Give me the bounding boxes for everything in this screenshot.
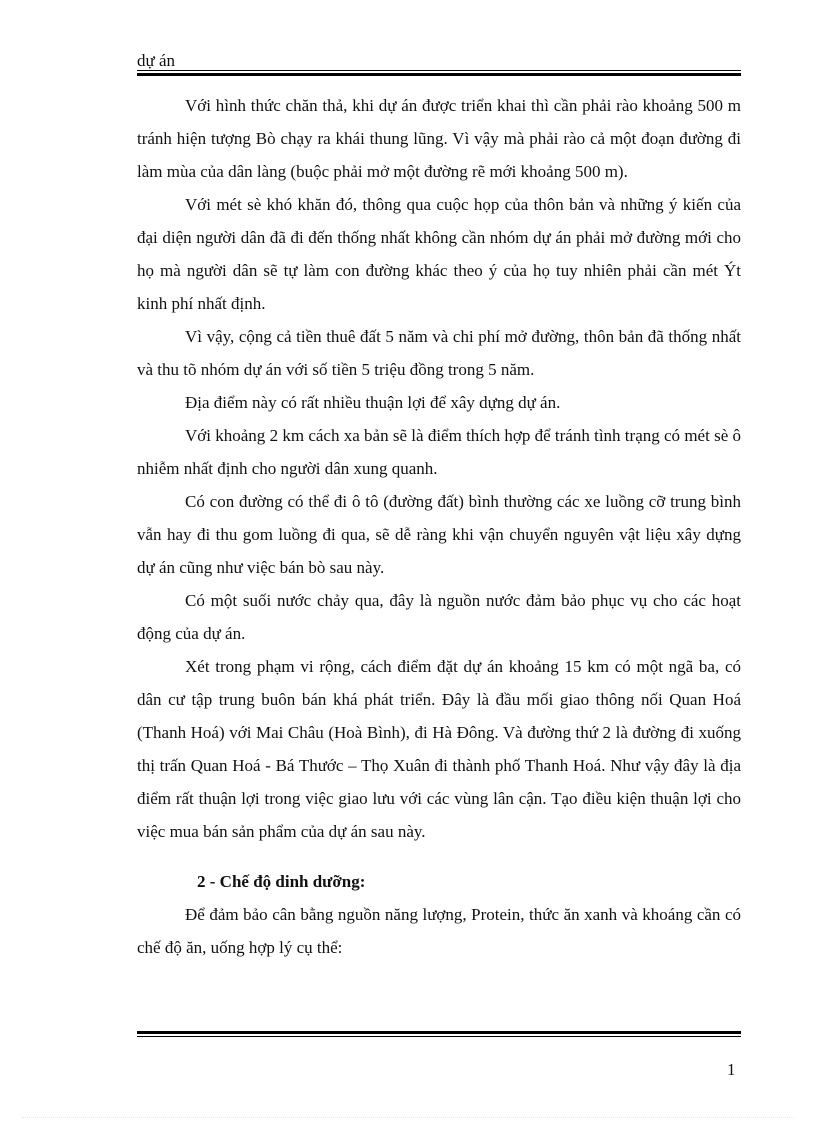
paragraph: Địa điểm này có rất nhiều thuận lợi để xây dựng dự án. (185, 393, 561, 412)
paragraph: Với khoảng 2 km cách xa bản sẽ là điểm thích hợp để tránh tình trạng có mét sè ô nhiễm nhất định cho người dân xung quanh. (137, 426, 741, 478)
paragraph: Có con đường có thể đi ô tô (đường đất) bình thường các xe luồng cỡ trung bình vẫn hay đi thu gom luồng đi qua, sẽ dễ ràng khi vận chuyển nguyên vật liệu xây dựng dự án cũng như việc bán bò sau này. (137, 492, 741, 577)
paragraph: Có một suối nước chảy qua, đây là nguồn nước đảm bảo phục vụ cho các hoạt động của dự án. (137, 591, 741, 643)
paragraph: Để đảm bảo cân bằng nguồn năng lượng, Protein, thức ăn xanh và khoáng cần có chế độ ăn, uống hợp lý cụ thể: (137, 905, 741, 957)
document-body (137, 89, 741, 964)
section-heading: 2 - Chế độ dinh dưỡng: (197, 872, 366, 891)
page-bottom-border (22, 1117, 794, 1118)
page-header-title: dự án (137, 51, 176, 70)
footer-rule (137, 1031, 741, 1037)
header-rule (137, 70, 741, 76)
paragraph: Vì vậy, cộng cả tiền thuê đất 5 năm và chi phí mở đường, thôn bản đã thống nhất và thu tõ nhóm dự án với số tiền 5 triệu đồng trong 5 năm. (137, 327, 741, 379)
page-number: 1 (727, 1060, 736, 1079)
paragraph: Với hình thức chăn thả, khi dự án được triển khai thì cần phải rào khoảng 500 m tránh hiện tượng Bò chạy ra khái thung lũng. Vì vậy mà phải rào cả một đoạn đường đi làm mùa của dân làng (buộc phải mở một đường rẽ mới khoảng 500 m). (137, 96, 741, 181)
paragraph: Xét trong phạm vi rộng, cách điểm đặt dự án khoảng 15 km có một ngã ba, có dân cư tập trung buôn bán khá phát triển. Đây là đầu mối giao thông nối Quan Hoá (Thanh Hoá) với Mai Châu (Hoà Bình), đi Hà Đông. Và đường thứ 2 là đường đi xuống thị trấn Quan Hoá - Bá Thước – Thọ Xuân đi thành phố Thanh Hoá. Như vậy đây là địa điểm rất thuận lợi trong việc giao lưu với các vùng lân cận. Tạo điều kiện thuận lợi cho việc mua bán sản phẩm của dự án sau này. (137, 657, 741, 841)
paragraph: Với mét sè khó khăn đó, thông qua cuộc họp của thôn bản và những ý kiến của đại diện người dân đã đi đến thống nhất không cần nhóm dự án phải mở đường mới cho họ mà người dân sẽ tự làm con đường khác theo ý của họ tuy nhiên phải cần mét Ýt kinh phí nhất định. (137, 195, 741, 313)
